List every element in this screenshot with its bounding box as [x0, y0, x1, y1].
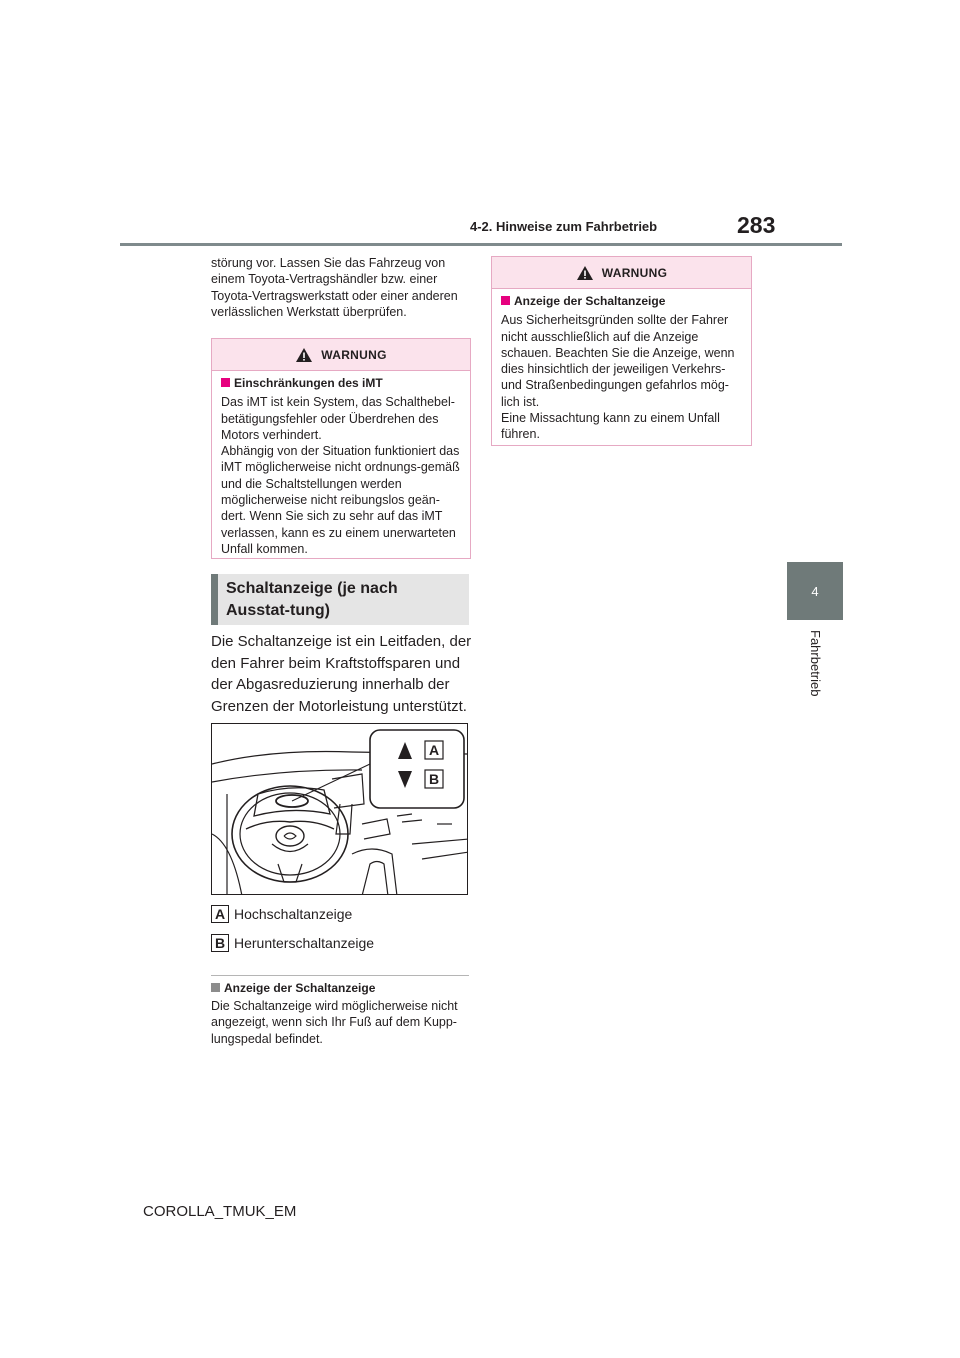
note-divider: [211, 975, 469, 976]
warning-header: [492, 257, 751, 289]
bullet-square-icon: [221, 378, 230, 387]
legend-key: B: [211, 934, 229, 952]
intro-paragraph: störung vor. Lassen Sie das Fahrzeug von einem Toyota-Vertragshändler bzw. einer Toyota-Vertragswerkstatt oder einer anderen verlässlichen Werkstatt überprüfen.: [211, 256, 458, 319]
figure-label-a: A: [428, 742, 440, 758]
warning-paragraph: Eine Missachtung kann zu einem Unfall führen.: [501, 411, 720, 442]
warning-paragraph: Das iMT ist kein System, das Schalthebel-betätigungsfehler oder Überdrehen des Motors verhindert.: [221, 395, 455, 442]
note-title: Anzeige der Schaltanzeige: [211, 981, 375, 995]
warning-title: Einschränkungen des iMT: [221, 375, 461, 391]
warning-triangle-icon: [295, 347, 313, 363]
figure-label-b: B: [428, 771, 440, 787]
page-number: 283: [737, 212, 776, 238]
warning-header-label: WARNUNG: [321, 347, 387, 362]
warning-header-label: WARNUNG: [601, 265, 668, 280]
header-section-title: 4-2. Hinweise zum Fahrbetrieb: [470, 219, 658, 234]
warning-paragraph: Abhängig von der Situation funktioniert das iMT möglicherweise nicht ordnungs-gemäß und die Schaltstellungen werden möglicherweise nicht reibungslos geän-dert. Wenn Sie sich zu sehr auf das iMT verlassen, kann es zu einem unerwarteten Unfall kommen.: [221, 444, 460, 556]
warning-box-shift-indicator: [491, 256, 752, 446]
legend-text: Hochschaltanzeige: [234, 906, 353, 922]
dashboard-illustration: [211, 723, 468, 895]
footer-model-code: COROLLA_TMUK_EM: [143, 1203, 297, 1220]
warning-title: Anzeige der Schaltanzeige: [501, 293, 742, 309]
section-paragraph: Die Schaltanzeige ist ein Leitfaden, der den Fahrer beim Kraftstoffsparen und der Abgasreduzierung innerhalb der Grenzen der Motorleistung unterstützt.: [211, 633, 472, 715]
legend-item-b: [211, 934, 374, 952]
bullet-square-icon: [501, 296, 510, 305]
legend-text: Herunterschaltanzeige: [234, 935, 375, 951]
legend-item-a: [211, 905, 352, 923]
chapter-number: 4: [811, 583, 819, 599]
warning-paragraph: Aus Sicherheitsgründen sollte der Fahrer nicht ausschließlich auf die Anzeige schauen. Beachten Sie die Anzeige, wenn dies hinsichtlich der jeweiligen Verkehrs- und Straßenbedingungen gefahrlos mög-lich ist.: [501, 313, 735, 409]
section-heading: Schaltanzeige (je nach Ausstat-tung): [211, 574, 469, 625]
legend-key: A: [211, 905, 229, 923]
chapter-tab[interactable]: [787, 562, 843, 620]
chapter-label: Fahrbetrieb: [808, 630, 823, 697]
warning-triangle-icon: [576, 265, 594, 281]
bullet-square-icon: [211, 983, 220, 992]
note-paragraph: Die Schaltanzeige wird möglicherweise nicht angezeigt, wenn sich Ihr Fuß auf dem Kupp-lungspedal befindet.: [211, 999, 458, 1046]
warning-box-imt: [211, 338, 471, 559]
warning-header: [212, 339, 470, 371]
header-divider: [120, 243, 842, 246]
